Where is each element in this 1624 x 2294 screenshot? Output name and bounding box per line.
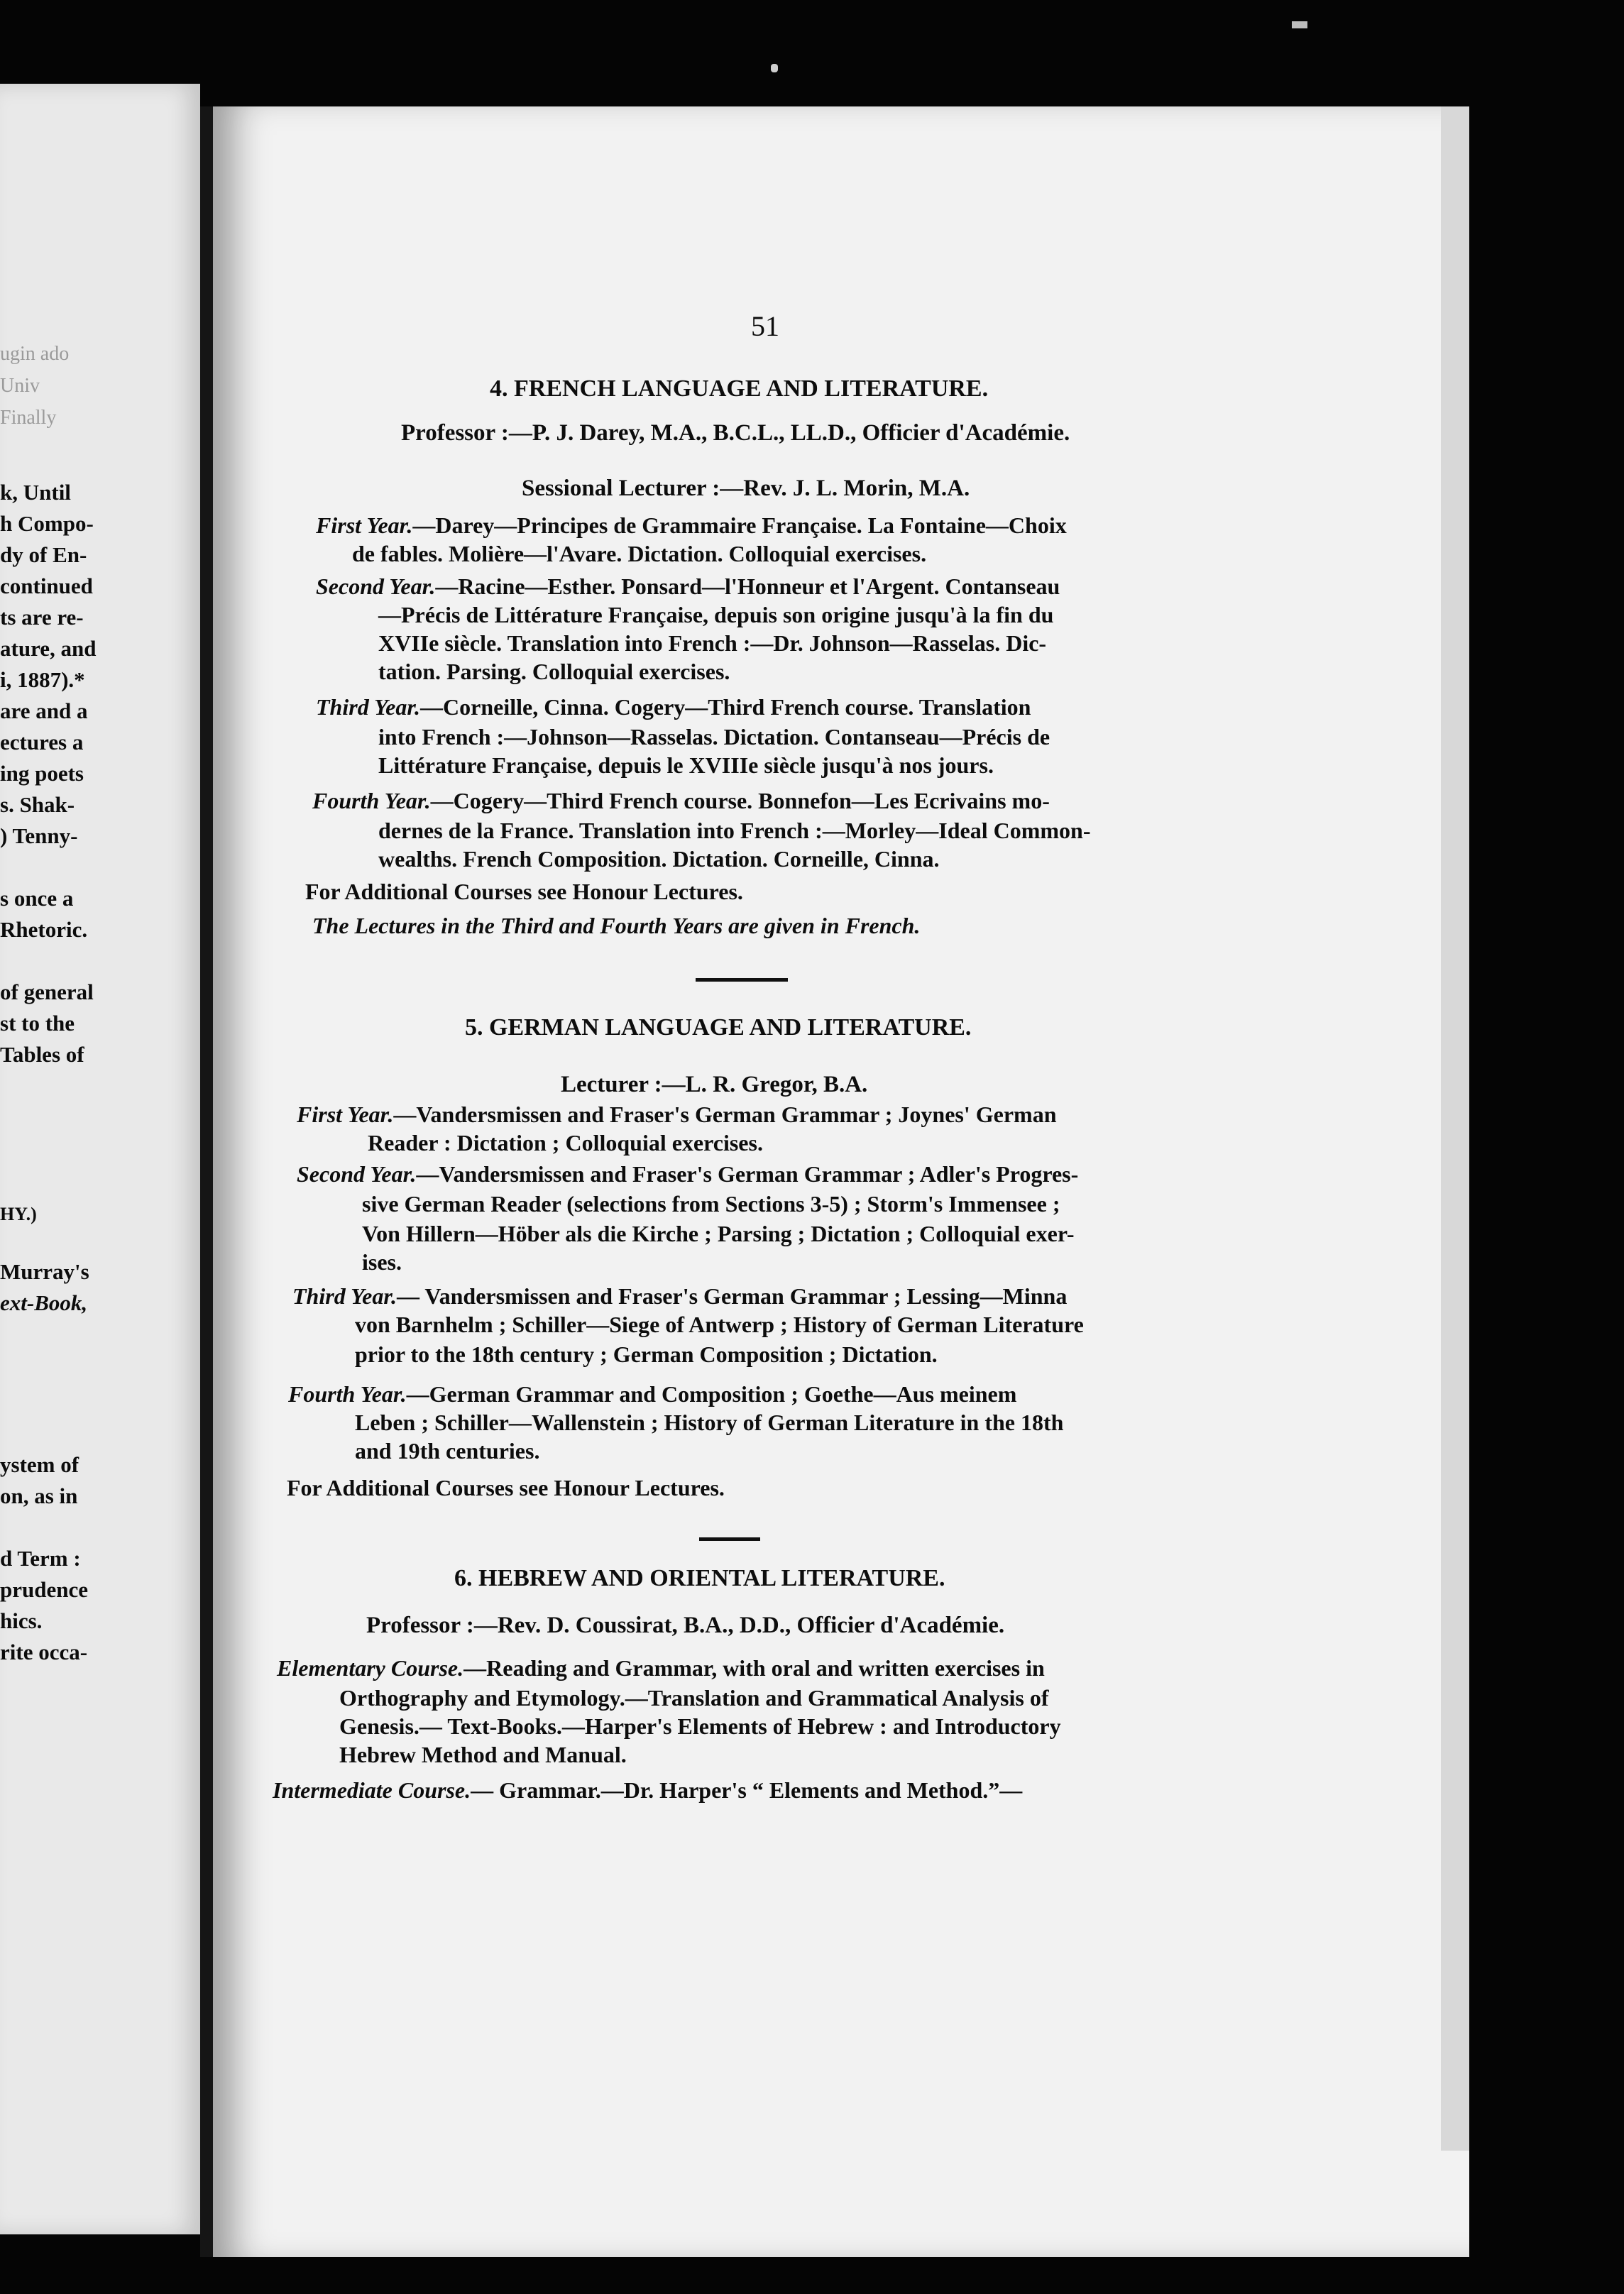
german-fourth-year-label: Fourth Year.: [288, 1381, 407, 1407]
left-text-line: ature, and: [0, 636, 97, 661]
french-note: The Lectures in the Third and Fourth Years are given in French.: [312, 913, 921, 938]
german-lecturer: Lecturer :—L. R. Gregor, B.A.: [561, 1072, 868, 1097]
left-text-line: k, Until: [0, 480, 71, 505]
french-additional-courses: For Additional Courses see Honour Lectures.: [305, 879, 743, 904]
left-text-line: ing poets: [0, 761, 84, 786]
hebrew-professor: Professor :—Rev. D. Coussirat, B.A., D.D., Officier d'Académie.: [366, 1613, 1005, 1638]
left-text-line: Tables of: [0, 1042, 84, 1067]
french-second-year-line: —Précis de Littérature Française, depuis son origine jusqu'à la fin du: [378, 602, 1054, 627]
scan-speck: [1292, 21, 1307, 28]
page-edge-shadow: [1441, 106, 1469, 2151]
section-divider: [699, 1537, 760, 1541]
french-third-year-label: Third Year.: [316, 694, 420, 720]
section-heading-hebrew: 6. HEBREW AND ORIENTAL LITERATURE.: [454, 1565, 945, 1591]
german-second-year-line: Von Hillern—Höber als die Kirche ; Parsing ; Dictation ; Colloquial exer-: [362, 1221, 1075, 1246]
german-first-year-line: Reader : Dictation ; Colloquial exercises.: [368, 1130, 763, 1156]
left-text-line: s once a: [0, 886, 74, 911]
left-text-line: d Term :: [0, 1546, 81, 1571]
hebrew-elementary-course: [277, 1654, 1045, 1682]
german-second-year-text: —Vandersmissen and Fraser's German Grammar ; Adler's Progres-: [416, 1161, 1079, 1187]
french-second-year-line: tation. Parsing. Colloquial exercises.: [378, 659, 730, 684]
german-third-year: [292, 1282, 1067, 1310]
french-third-year: [316, 693, 1031, 721]
german-third-year-line: von Barnhelm ; Schiller—Siege of Antwerp ; History of German Literature: [355, 1312, 1084, 1337]
left-text-line: st to the: [0, 1011, 75, 1036]
german-first-year-text: —Vandersmissen and Fraser's German Grammar ; Joynes' German: [393, 1102, 1057, 1127]
left-faint-line: Finally: [0, 407, 57, 429]
french-lecturer: Sessional Lecturer :—Rev. J. L. Morin, M.A.: [522, 476, 970, 501]
french-fourth-year: [312, 786, 1050, 815]
french-first-year: [316, 511, 1067, 539]
hebrew-elementary-line: Hebrew Method and Manual.: [339, 1742, 627, 1767]
german-second-year: [297, 1160, 1078, 1188]
left-text-line: ts are re-: [0, 605, 84, 630]
section-heading-german: 5. GERMAN LANGUAGE AND LITERATURE.: [465, 1014, 972, 1041]
left-text-line: ystem of: [0, 1452, 79, 1477]
left-text-line: i, 1887).*: [0, 667, 85, 692]
french-second-year-line: XVIIe siècle. Translation into French :—Dr. Johnson—Rasselas. Dic-: [378, 630, 1047, 656]
french-second-year-text: —Racine—Esther. Ponsard—l'Honneur et l'Argent. Contanseau: [435, 574, 1060, 599]
left-text-line: on, as in: [0, 1483, 78, 1508]
french-second-year: [316, 572, 1060, 600]
left-text-line: ) Tenny-: [0, 823, 78, 848]
hebrew-intermediate-course: [273, 1776, 1022, 1804]
german-first-year: [297, 1100, 1057, 1129]
french-fourth-year-text: —Cogery—Third French course. Bonnefon—Les Ecrivains mo-: [430, 788, 1050, 813]
french-fourth-year-line: wealths. French Composition. Dictation. Corneille, Cinna.: [378, 846, 940, 872]
left-page-fragment: [0, 84, 200, 2234]
left-text-line: Rhetoric.: [0, 917, 88, 942]
hebrew-elementary-text: —Reading and Grammar, with oral and written exercises in: [463, 1655, 1045, 1681]
french-professor: Professor :—P. J. Darey, M.A., B.C.L., LL.D., Officier d'Académie.: [401, 420, 1070, 446]
left-text-line: of general: [0, 979, 94, 1004]
left-text-line: h Compo-: [0, 511, 94, 536]
french-first-year-line: de fables. Molière—l'Avare. Dictation. Colloquial exercises.: [352, 541, 927, 566]
hebrew-elementary-line: Genesis.— Text-Books.—Harper's Elements of Hebrew : and Introductory: [339, 1713, 1061, 1739]
french-first-year-text: —Darey—Principes de Grammaire Française. La Fontaine—Choix: [412, 512, 1067, 538]
german-additional-courses: For Additional Courses see Honour Lectures.: [287, 1475, 725, 1500]
french-third-year-line: into French :—Johnson—Rasselas. Dictation. Contanseau—Précis de: [378, 724, 1050, 750]
left-text-line: continued: [0, 574, 93, 598]
german-third-year-label: Third Year.: [292, 1283, 397, 1309]
scan-speck: [771, 64, 778, 72]
left-text-line: are and a: [0, 698, 88, 723]
hebrew-intermediate-label: Intermediate Course.: [273, 1777, 471, 1803]
french-first-year-label: First Year.: [316, 512, 413, 538]
german-fourth-year-line: Leben ; Schiller—Wallenstein ; History of German Literature in the 18th: [355, 1410, 1064, 1435]
left-text-line: ectures a: [0, 730, 84, 754]
left-text-line: prudence: [0, 1577, 88, 1602]
german-third-year-line: prior to the 18th century ; German Composition ; Dictation.: [355, 1341, 938, 1367]
hebrew-intermediate-text: — Grammar.—Dr. Harper's “ Elements and Method.”—: [471, 1777, 1023, 1803]
german-third-year-text: — Vandersmissen and Fraser's German Grammar ; Lessing—Minna: [397, 1283, 1068, 1309]
section-divider: [696, 978, 788, 982]
left-faint-line: Univ: [0, 375, 40, 397]
left-text-line: HY.): [0, 1204, 37, 1224]
german-second-year-label: Second Year.: [297, 1161, 417, 1187]
french-fourth-year-label: Fourth Year.: [312, 788, 431, 813]
left-text-line: s. Shak-: [0, 792, 75, 817]
german-second-year-line: ises.: [362, 1249, 402, 1275]
page-number: 51: [751, 310, 779, 342]
left-text-line: rite occa-: [0, 1640, 88, 1664]
left-text-line: ext-Book,: [0, 1290, 88, 1315]
german-fourth-year-line: and 19th centuries.: [355, 1438, 540, 1464]
hebrew-elementary-line: Orthography and Etymology.—Translation and Grammatical Analysis of: [339, 1685, 1049, 1711]
left-text-line: dy of En-: [0, 542, 87, 567]
german-second-year-line: sive German Reader (selections from Sections 3-5) ; Storm's Immensee ;: [362, 1191, 1060, 1217]
french-second-year-label: Second Year.: [316, 574, 436, 599]
left-text-line: Murray's: [0, 1259, 89, 1284]
german-first-year-label: First Year.: [297, 1102, 394, 1127]
french-third-year-line: Littérature Française, depuis le XVIIIe siècle jusqu'à nos jours.: [378, 752, 994, 778]
hebrew-elementary-label: Elementary Course.: [277, 1655, 464, 1681]
french-third-year-text: —Corneille, Cinna. Cogery—Third French course. Translation: [420, 694, 1031, 720]
left-faint-line: ugin ado: [0, 343, 70, 365]
german-fourth-year: [288, 1380, 1016, 1408]
left-text-line: hics.: [0, 1608, 43, 1633]
section-heading-french: 4. FRENCH LANGUAGE AND LITERATURE.: [490, 375, 989, 402]
german-fourth-year-text: —German Grammar and Composition ; Goethe—Aus meinem: [406, 1381, 1017, 1407]
french-fourth-year-line: dernes de la France. Translation into French :—Morley—Ideal Common-: [378, 818, 1091, 843]
